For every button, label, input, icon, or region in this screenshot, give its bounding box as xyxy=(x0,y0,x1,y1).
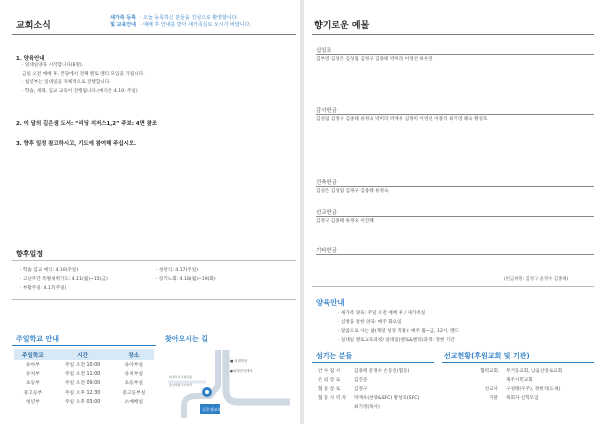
future-schedule-title: 향후일정 xyxy=(16,250,44,258)
server-row xyxy=(318,377,367,383)
notice-item-1: 1. 양육안내 xyxy=(16,56,45,62)
church-news-title: 교회소식 xyxy=(16,21,51,31)
table-row xyxy=(14,397,154,406)
divider xyxy=(312,286,594,287)
cell: 초등부 xyxy=(25,381,40,387)
schedule-item: · 장기노회: 4.18(월)~19(화) xyxy=(156,277,216,282)
mission-row xyxy=(456,377,533,383)
server-names: 박재우(찬양&SFC) 황성호(SFC) xyxy=(354,396,420,401)
discipleship-line: · 심방을 통한 양육: 매주 화요일 xyxy=(338,320,402,325)
mission-row xyxy=(456,395,539,401)
directions-title: 찾아오시는 길 xyxy=(165,335,209,343)
divider xyxy=(316,254,594,255)
mission-role: 기관 xyxy=(489,396,498,401)
mission-names: 구성태(우주), 정현석(도위) xyxy=(506,387,561,392)
map-label: ■ 외대북문 xyxy=(230,359,248,363)
map-church-label: 길은샘교회 xyxy=(202,407,222,412)
tithe-label: 십일조 xyxy=(316,48,332,54)
other-offering-label: 기타헌금 xyxy=(316,248,337,254)
cell: 초등부실 xyxy=(124,381,144,387)
newcomer-label-1: 새가족 등록 xyxy=(110,15,136,21)
mission-offering-label: 선교헌금 xyxy=(316,210,337,216)
divider xyxy=(12,260,296,261)
mission-names: 목회자 신학모임 xyxy=(506,396,539,401)
cell: 주일 오후 12:30 xyxy=(64,390,101,396)
col-header-time: 시간 xyxy=(52,349,114,360)
cell: 청년부 xyxy=(25,399,40,405)
cell: 주일 오전 10:00 xyxy=(64,363,101,369)
table-row xyxy=(14,378,154,387)
cell: 중고등부실 xyxy=(122,390,146,396)
server-row xyxy=(318,395,419,401)
notice-sub: · 학습, 세례, 입교 교육이 진행됩니다.(예식은 4.10. 주일) xyxy=(22,88,138,94)
mission-status-title-main: 선교현황 xyxy=(444,352,472,360)
notice-sub: · 첨년부는 일대일을 자체적으로 진행합니다. xyxy=(22,80,111,85)
discipleship-line: · 일대일 멘토교육과정/ 일대일(멘토&멘티)과정: 정현 기간 xyxy=(338,338,455,343)
server-role: 협 동 장 로 xyxy=(318,387,341,392)
divider xyxy=(316,54,594,55)
server-role: 협 동 사 역 자 xyxy=(318,396,347,401)
server-names: 최기영(목사) xyxy=(354,405,380,410)
table-row xyxy=(14,388,154,397)
mission-offering-names: 김정구 김종태 류정숙 이진혜 xyxy=(316,219,374,224)
divider xyxy=(316,114,594,115)
server-names: 김진준 xyxy=(354,378,368,383)
building-names: 김성은 김성림 김정구 김종태 류정숙 xyxy=(316,189,389,194)
server-role: 안 수 집 사 xyxy=(318,369,341,374)
future-schedule-col2 xyxy=(156,266,216,284)
table-row xyxy=(14,360,154,369)
mission-row xyxy=(456,368,562,374)
table-row xyxy=(14,369,154,378)
cell: 유치부 xyxy=(25,372,40,378)
mission-role: 선교사 xyxy=(484,387,498,392)
mission-status-title-sub: (후원교회 및 기관) xyxy=(471,352,530,360)
servers-title: 섬기는 분들 xyxy=(316,352,353,360)
map-label: ●외대전사대사 xyxy=(230,369,253,373)
notice-sub: · 일대일양육 시작합니다(8명). xyxy=(22,63,84,68)
col-header-school: 주일학교 xyxy=(14,349,52,360)
offerings-title: 향기로운 예물 xyxy=(314,21,370,31)
future-schedule-col1 xyxy=(20,266,108,293)
newcomer-text-1: · 오늘 등록하신 분들을 진심으로 환영합니다. xyxy=(140,15,239,21)
mission-divider xyxy=(442,362,594,363)
cell: 주일 오후 03:00 xyxy=(64,399,101,405)
mission-role: 협력교회 xyxy=(480,369,498,374)
discipleship-line: · 말씀으로 사는 삶(제일 성경 적용): 매주 월~금, 12시, 밴드 xyxy=(338,329,460,334)
school-divider xyxy=(12,345,156,346)
server-role: 은 퇴 장 로 xyxy=(318,378,341,383)
schedule-item: · 고난주간 특별새벽기도: 4.11(월)~15(금) xyxy=(20,277,108,282)
schedule-item: · 부활주일: 4.17(주일) xyxy=(20,286,67,291)
building-label: 건축헌금 xyxy=(316,180,337,186)
cell: 중고등부 xyxy=(23,390,43,396)
map-side-label: 용인대학교사거리 xyxy=(169,383,193,387)
notice-sub: 금일 오전 예배 후, 본당에서 전체 멘토 멘티 모임을 가집니다. xyxy=(22,71,145,77)
cell: 유치부실 xyxy=(124,372,144,378)
servers-divider xyxy=(312,362,434,363)
mission-row xyxy=(456,386,560,392)
sunday-school-table xyxy=(14,349,154,406)
mission-names: 무거동교회, 남읍산장로교회 xyxy=(506,369,563,374)
cell: 주일 오전 09:00 xyxy=(64,381,101,387)
notice-item-1-details xyxy=(22,62,145,96)
divider xyxy=(312,34,594,35)
server-row xyxy=(318,404,380,410)
newcomer-label-2: 및 교육안내 xyxy=(110,22,136,28)
divider xyxy=(12,299,296,300)
notice-item-2: 2. 이 달의 길은샘 도서: “리딩 지저스1,2” 주보: 4면 참조 xyxy=(16,121,158,127)
newcomer-notice xyxy=(96,15,296,29)
server-role xyxy=(318,404,354,410)
divider xyxy=(316,216,594,217)
thanks-names: 김성림 김정구 김종태 류정숙 박미라 박재우 심정미 이영선 이종석 최기영 폐숙 황성호 xyxy=(316,117,488,122)
map-side-label: 의정부보건의료원 xyxy=(169,375,193,379)
divider xyxy=(316,186,594,187)
cell: 주일 오전 11:00 xyxy=(64,372,101,378)
tithe-names: 김부영 김성은 김성림 김정구 김종태 박미라 이영선 하우연 xyxy=(316,57,433,62)
directions-map xyxy=(166,346,292,418)
schedule-item: · 성찬식: 4.17(주일) xyxy=(156,268,198,273)
discipleship-title: 양육안내 xyxy=(316,298,345,307)
schedule-item: · 학습 입교 예식: 4.10(주일) xyxy=(20,268,79,273)
newcomer-text-2: · 예배 후 안내를 받아 새가족실로 오시기 바랍니다. xyxy=(140,22,251,28)
server-names: 김종태 문정수 손동진(협동) xyxy=(354,369,410,374)
notice-item-3: 3. 향후 일정 참고하시고, 기도에 참여해 주십시오. xyxy=(16,141,137,147)
thanks-label: 감사헌금 xyxy=(316,108,337,114)
cell: 유아부실 xyxy=(124,363,144,369)
mission-role xyxy=(456,377,506,383)
offering-committee-note: (헌금위원: 김정구 윤정수 김종태) xyxy=(504,277,569,282)
mission-status-title xyxy=(444,351,530,361)
cell: 소예배실 xyxy=(124,399,144,405)
mission-names: 제주시민교회 xyxy=(506,378,533,383)
sunday-school-title: 주일학교 안내 xyxy=(16,335,60,343)
server-row xyxy=(318,368,409,374)
right-page xyxy=(304,0,600,424)
col-header-place: 장소 xyxy=(114,349,154,360)
server-names: 김정구 xyxy=(354,387,368,392)
cell: 유아부 xyxy=(25,363,40,369)
server-row xyxy=(318,386,367,392)
discipleship-line: · 새가족 양육: 주일 오전 예배 후 / 새가족실 xyxy=(338,311,426,316)
divider xyxy=(12,34,296,35)
